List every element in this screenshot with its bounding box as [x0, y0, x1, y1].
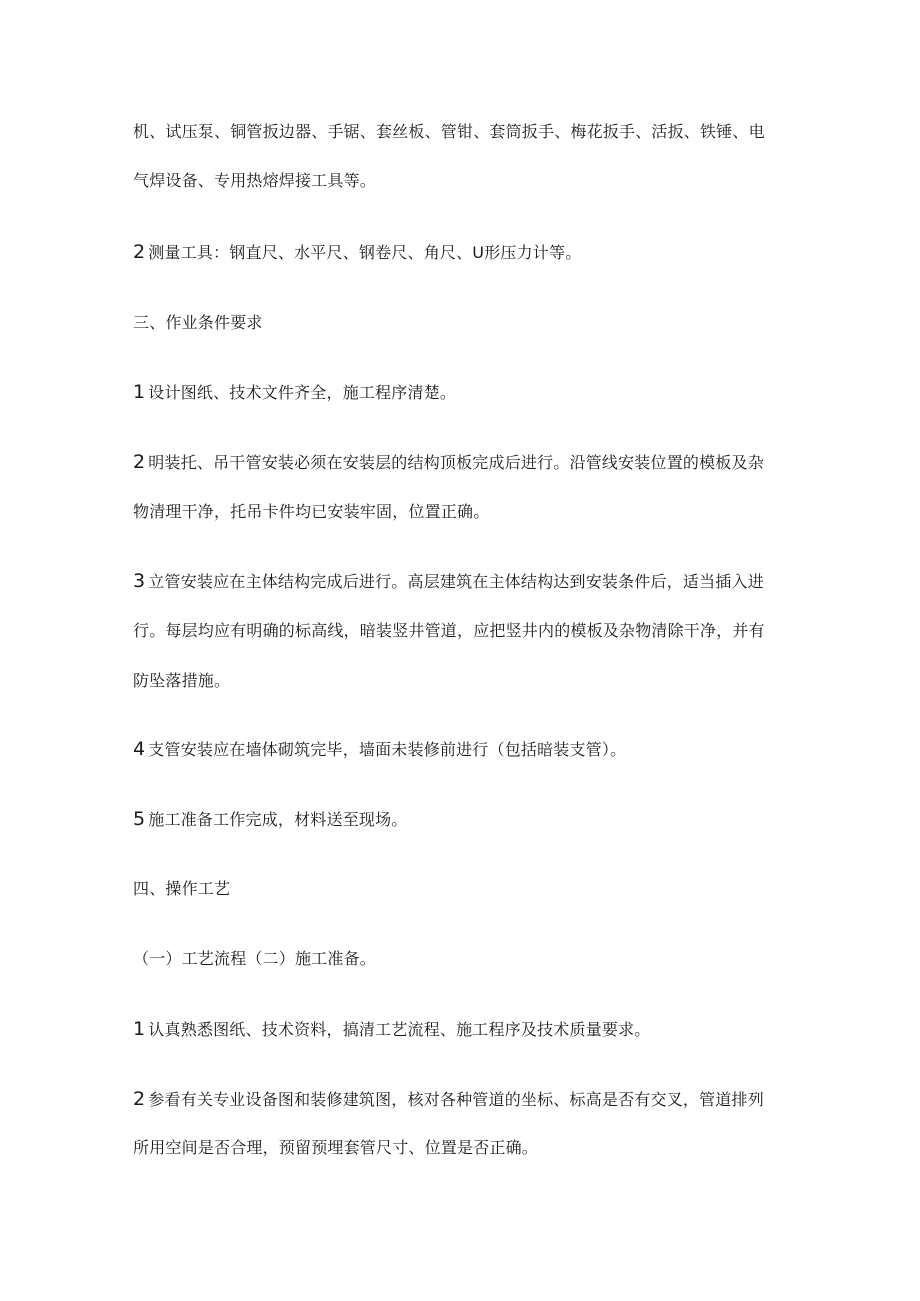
heading-text: 四、操作工艺: [133, 879, 231, 898]
item-number: 5: [133, 808, 146, 830]
item-number: 2: [133, 1088, 146, 1110]
list-item: [133, 570, 813, 593]
line-text: 所用空间是否合理，预留预埋套管尺寸、位置是否正确。: [133, 1138, 539, 1157]
heading-text: （一）工艺流程（二）施工准备。: [133, 949, 377, 968]
list-item: [133, 1018, 813, 1041]
text-line: [133, 670, 813, 692]
subsection-heading: [133, 948, 813, 970]
line-text: 立管安装应在主体结构完成后进行。高层建筑在主体结构达到安装条件后，适当插入进: [148, 572, 764, 591]
item-number: 4: [133, 738, 146, 760]
list-item: [133, 1088, 813, 1111]
line-text: 防坠落措施。: [133, 671, 231, 690]
line-text: 物清理干净，托吊卡件均已安装牢固，位置正确。: [133, 502, 490, 521]
item-number: 2: [133, 241, 146, 263]
section-heading: [133, 312, 813, 334]
text-line: [133, 121, 813, 143]
line-text: 施工准备工作完成，材料送至现场。: [148, 810, 408, 829]
list-item: [133, 381, 813, 404]
line-text: 支管安装应在墙体砌筑完毕，墙面未装修前进行（包括暗装支管）。: [148, 740, 627, 759]
item-number: 2: [133, 451, 146, 473]
item-number: 1: [133, 1018, 146, 1040]
text-line: [133, 501, 813, 523]
line-text: 参看有关专业设备图和装修建筑图，核对各种管道的坐标、标高是否有交叉，管道排列: [148, 1090, 764, 1109]
item-number: 3: [133, 570, 146, 592]
text-line: [133, 1137, 813, 1159]
line-text: 行。每层均应有明确的标高线，暗装竖井管道，应把竖井内的模板及杂物清除干净，并有: [133, 621, 765, 640]
list-item: [133, 241, 813, 264]
line-text: 气焊设备、专用热熔焊接工具等。: [133, 171, 377, 190]
line-text: 机、试压泵、铜管扳边器、手锯、套丝板、管钳、套筒扳手、梅花扳手、活扳、铁锤、电: [133, 122, 765, 141]
line-text: 明装托、吊干管安装必须在安装层的结构顶板完成后进行。沿管线安装位置的模板及杂: [148, 453, 764, 472]
list-item: [133, 808, 813, 831]
line-text: 设计图纸、技术文件齐全，施工程序清楚。: [148, 383, 457, 402]
list-item: [133, 451, 813, 474]
list-item: [133, 738, 813, 761]
section-heading: [133, 878, 813, 900]
heading-text: 三、作业条件要求: [133, 313, 263, 332]
text-line: [133, 170, 813, 192]
text-line: [133, 620, 813, 642]
line-text: 测量工具：钢直尺、水平尺、钢卷尺、角尺、U形压力计等。: [148, 243, 582, 262]
item-number: 1: [133, 381, 146, 403]
line-text: 认真熟悉图纸、技术资料，搞清工艺流程、施工程序及技术质量要求。: [148, 1020, 651, 1039]
